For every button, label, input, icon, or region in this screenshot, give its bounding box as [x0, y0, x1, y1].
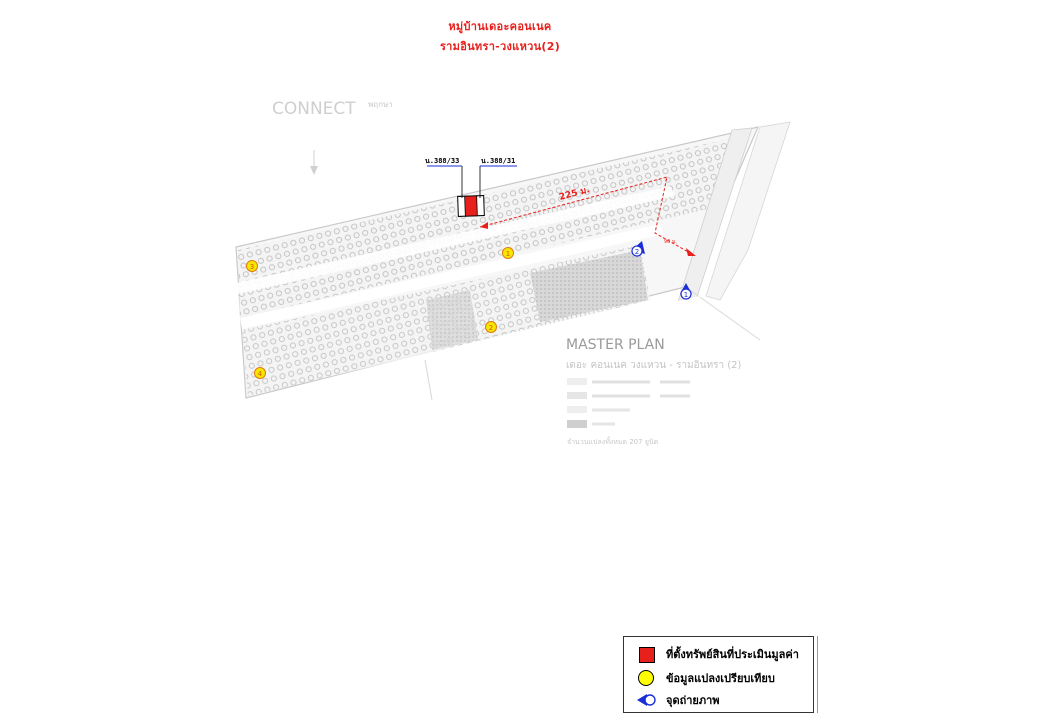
- legend-divider: [817, 636, 818, 713]
- plan-key-3: [567, 406, 587, 413]
- legend-label-comparable: ข้อมูลแปลงเปรียบเทียบ: [666, 672, 775, 685]
- comparable-marker-2-label: 2: [488, 324, 494, 332]
- legend-item-subject: [624, 644, 799, 664]
- comparable-marker-1-label: 1: [505, 250, 511, 258]
- logo-subtext: พฤกษา: [368, 100, 393, 109]
- plot-label-right: น.388/31: [481, 157, 516, 165]
- comparable-marker-1[interactable]: [503, 248, 514, 259]
- legend-item-photo: [624, 690, 720, 710]
- side-road: [425, 360, 432, 400]
- plan-key-4: [567, 420, 587, 428]
- legend-label-photo: จุดถ่ายภาพ: [666, 694, 720, 707]
- legend-item-comparable: [624, 668, 775, 688]
- comparable-marker-3[interactable]: [247, 261, 258, 272]
- photo-point-1-label: 1: [683, 291, 689, 299]
- comparable-marker-3-label: 3: [249, 263, 255, 271]
- comparable-marker-2[interactable]: [486, 322, 497, 333]
- red-square-icon: [636, 644, 656, 664]
- plan-key-1: [567, 378, 587, 385]
- camera-point-icon: [636, 690, 656, 710]
- yellow-circle-icon: [636, 668, 656, 688]
- photo-point-2-label: 2: [634, 248, 640, 256]
- comparable-marker-4-label: 4: [257, 370, 263, 378]
- master-plan-title: MASTER PLAN: [566, 337, 665, 353]
- north-arrow-head: [310, 166, 318, 175]
- common-area-block-2: [426, 290, 478, 350]
- subject-property-marker: [465, 196, 478, 216]
- map-title: หมู่บ้านเดอะคอนเนค: [448, 20, 552, 33]
- plot-label-left: น.388/33: [425, 157, 460, 165]
- plan-key-2: [567, 392, 587, 399]
- distance-label: 225 ม.: [558, 185, 591, 203]
- comparable-marker-4[interactable]: [255, 368, 266, 379]
- road-branch: [690, 290, 760, 340]
- legend-label-subject: ที่ตั้งทรัพย์สินที่ประเมินมูลค่า: [666, 648, 799, 661]
- project-logo: CONNECT: [272, 99, 356, 119]
- plan-footnote: จำนวนแปลงทั้งหมด 207 ยูนิต: [567, 438, 659, 446]
- map-legend: [623, 636, 814, 713]
- map-subtitle: รามอินทรา-วงแหวน(2): [439, 40, 561, 53]
- master-plan-subtitle: เดอะ คอนเนค วงแหวน - รามอินทรา (2): [566, 360, 742, 371]
- distance-small-label: 90 ม.: [664, 239, 677, 245]
